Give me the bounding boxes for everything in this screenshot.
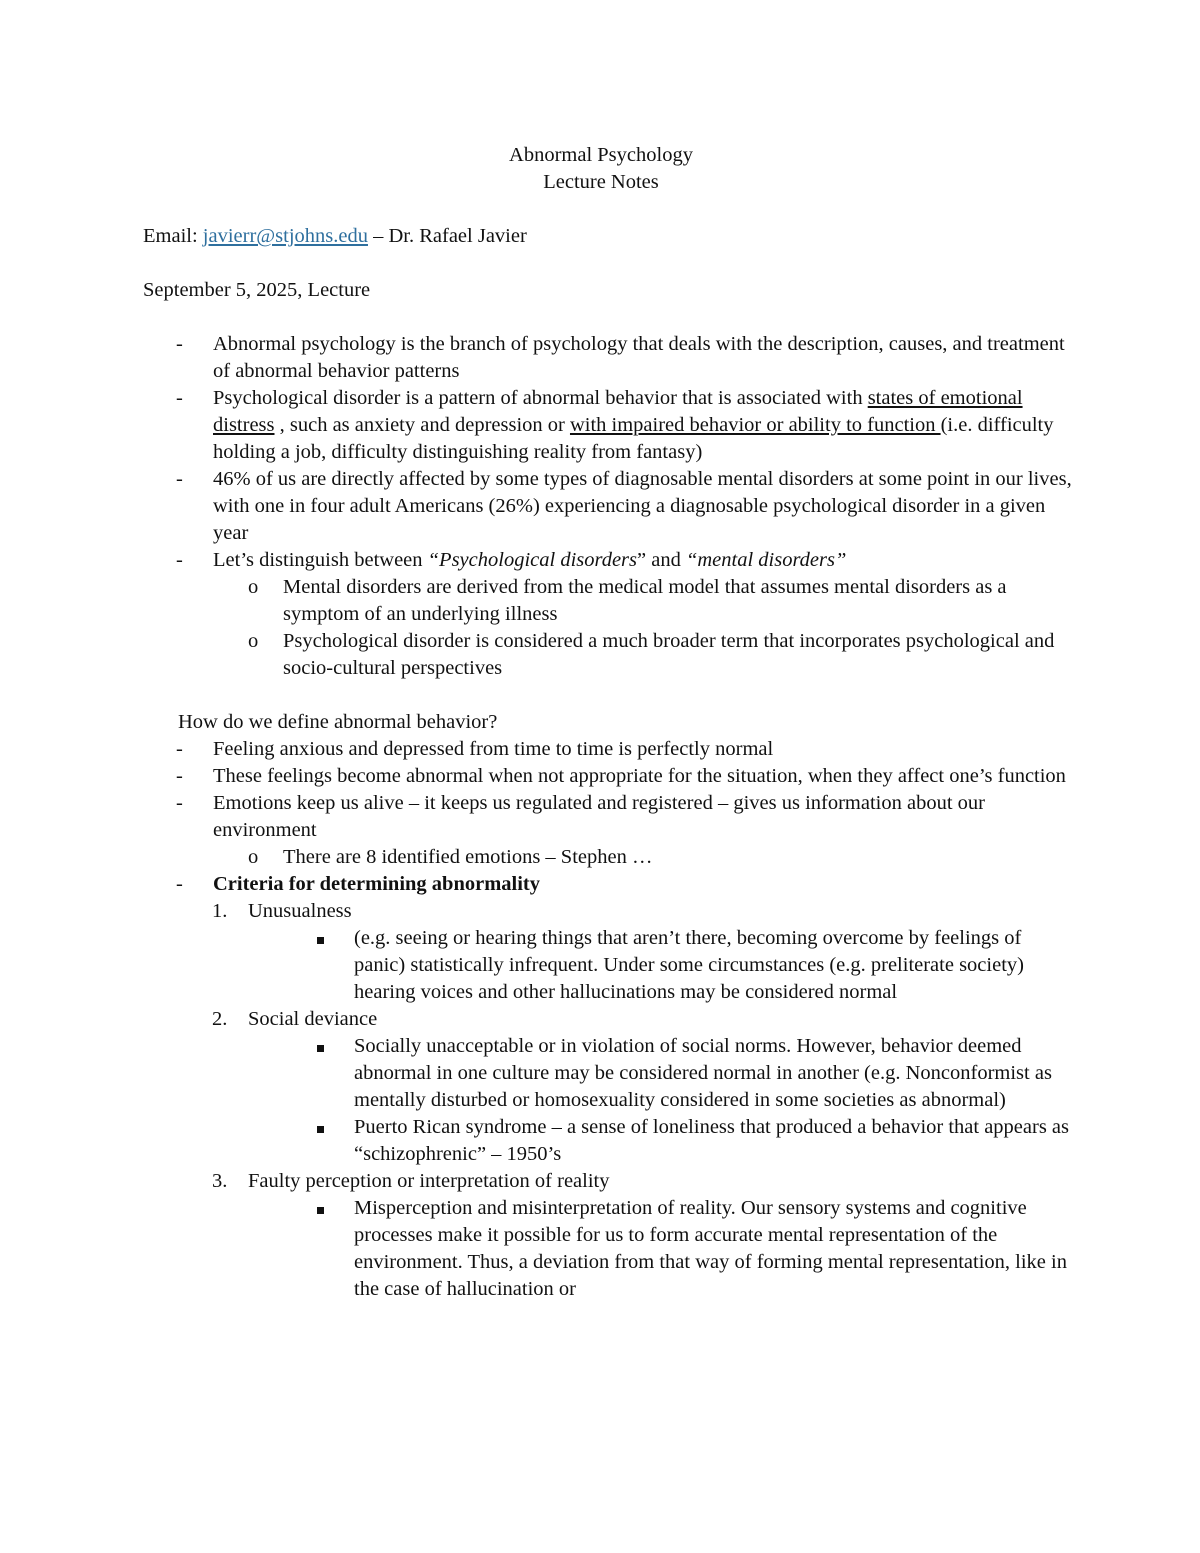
list-item-text: (i.e. difficulty holding a job, difficulty distinguishing reality from fantasy) [213,414,1054,463]
list-item [143,736,1073,763]
sub-list-item-text: Mental disorders are derived from the medical model that assumes mental disorders as a symptom of an underlying illness [283,576,1007,625]
list-item [143,763,1073,790]
square-bullet-item [143,1033,1073,1114]
list-item-text: , such as anxiety and depression or [274,414,570,436]
criteria-heading: Criteria for determining abnormality [213,873,540,895]
dash-bullet: - [176,549,183,571]
sub-list-item [143,844,1073,871]
circle-bullet: o [248,846,259,868]
list-item-text: ” and [637,549,686,571]
document-body [143,142,1073,1303]
square-bullet-icon [317,1033,324,1060]
doc-subtitle: Lecture Notes [543,171,659,193]
section-question: How do we define abnormal behavior? [178,711,498,733]
italic-term: “mental disorders” [685,549,847,571]
email-line [143,223,1073,250]
sub-list-item-text: Psychological disorder is considered a much broader term that incorporates psychological and socio-cultural perspectives [283,630,1055,679]
numbered-item [143,1168,1073,1195]
numbered-item-label: Unusualness [248,900,352,922]
underlined-term: states of emotional distress [213,387,1023,436]
dash-bullet: - [176,387,183,409]
list-item-text: 46% of us are directly affected by some types of diagnosable mental disorders at some point in our lives, with one in four adult Americans (26%) experiencing a diagnosable psychological disorder in a given year [213,468,1072,544]
list-item-text: Feeling anxious and depressed from time to time is perfectly normal [213,738,774,760]
square-bullet-item [143,1114,1073,1168]
square-bullet-text: Socially unacceptable or in violation of social norms. However, behavior deemed abnormal in one culture may be considered normal in another (e.g. Nonconformist as mentally disturbed or homosexuality considered in some societies as abnormal) [354,1035,1052,1111]
dash-bullet: - [176,333,183,355]
square-bullet-icon [317,925,324,952]
sub-list-item [143,574,1073,628]
list-item-text: These feelings become abnormal when not appropriate for the situation, when they affect one’s function [213,765,1066,787]
list-item-text: Psychological disorder is a pattern of abnormal behavior that is associated with [213,387,868,409]
square-bullet-text: (e.g. seeing or hearing things that aren’t there, becoming overcome by feelings of panic) statistically infrequent. Under some circumstances (e.g. preliterate society) hearing voices and other hallucinations may be considered normal [354,927,1024,1003]
dash-bullet: - [176,792,183,814]
list-item-text: Emotions keep us alive – it keeps us regulated and registered – gives us information about our environment [213,792,985,841]
circle-bullet: o [248,630,259,652]
circle-bullet: o [248,576,259,598]
lecture-date: September 5, 2025, Lecture [143,279,371,301]
list-item [143,331,1073,385]
item-number: 3. [212,1170,228,1192]
square-bullet-text: Misperception and misinterpretation of reality. Our sensory systems and cognitive processes make it possible for us to form accurate mental representation of the environment. Thus, a deviation from that way of forming mental representation, like in the case of hallucination or [354,1197,1067,1300]
dash-bullet: - [176,738,183,760]
sub-list-item-text: There are 8 identified emotions – Stephen … [283,846,653,868]
square-bullet-icon [317,1114,324,1141]
list-item [143,547,1073,574]
email-link[interactable]: javierr@stjohns.edu [202,225,368,247]
item-number: 1. [212,900,228,922]
list-item [143,385,1073,466]
underlined-term: with impaired behavior or ability to function [569,414,941,436]
dash-bullet: - [176,765,183,787]
square-bullet-item [143,1195,1073,1303]
square-bullet-text: Puerto Rican syndrome – a sense of loneliness that produced a behavior that appears as “schizophrenic” – 1950’s [354,1116,1070,1165]
square-bullet-icon [317,1195,324,1222]
list-item-text: Let’s distinguish between [213,549,428,571]
list-item-text: Abnormal psychology is the branch of psychology that deals with the description, causes, and treatment of abnormal behavior patterns [213,333,1065,382]
dash-bullet: - [176,468,183,490]
item-number: 2. [212,1008,228,1030]
sub-list-item [143,628,1073,682]
list-item [143,466,1073,547]
email-label: Email: [143,225,203,247]
doc-title: Abnormal Psychology [509,144,693,166]
list-item [143,871,1073,898]
dash-bullet: - [176,873,183,895]
numbered-item-label: Faulty perception or interpretation of reality [248,1170,610,1192]
email-suffix: – Dr. Rafael Javier [367,225,527,247]
square-bullet-item [143,925,1073,1006]
numbered-item [143,1006,1073,1033]
italic-term: “Psychological disorders [427,549,638,571]
numbered-item [143,898,1073,925]
numbered-item-label: Social deviance [248,1008,378,1030]
list-item [143,790,1073,844]
